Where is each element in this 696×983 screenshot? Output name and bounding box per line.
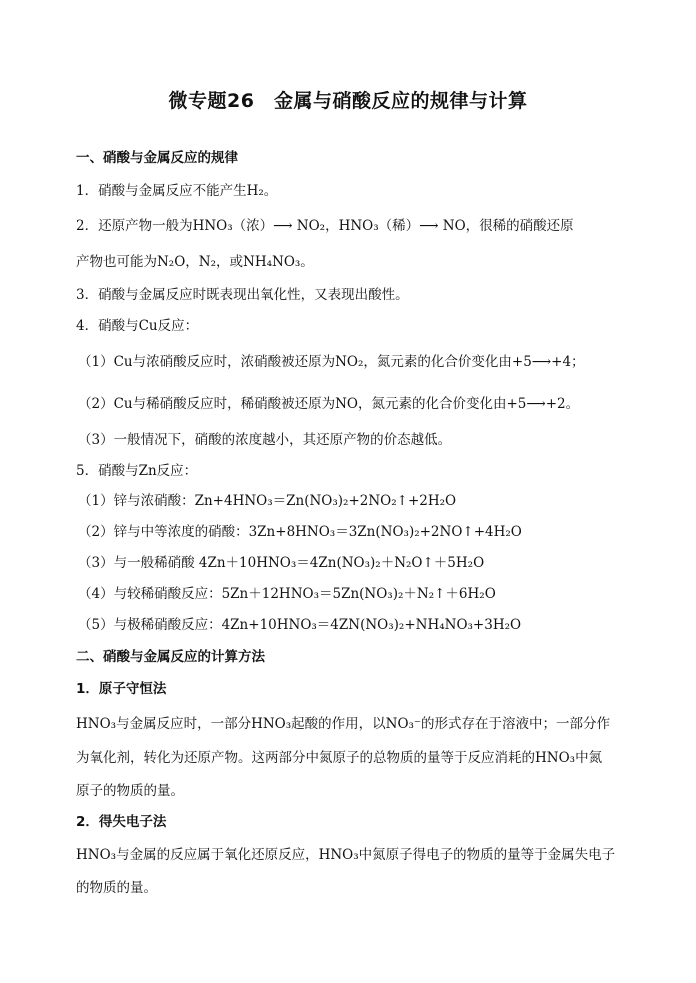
- rule-4-item-1: （1）Cu与浓硝酸反应时，浓硝酸被还原为NO₂，氮元素的化合价变化由+5⟶+4；: [78, 354, 585, 370]
- method-2-heading: 2．得失电子法: [76, 814, 167, 830]
- rule-4-item-3: （3）一般情况下，硝酸的浓度越小，其还原产物的价态越低。: [78, 432, 452, 448]
- rule-5-item-1: （1）锌与浓硝酸：Zn+4HNO₃＝Zn(NO₃)₂+2NO₂↑+2H₂O: [78, 493, 457, 509]
- method-1-line-c: 原子的物质的量。: [76, 783, 184, 799]
- rule-5-item-4: （4）与较稀硝酸反应：5Zn＋12HNO₃＝5Zn(NO₃)₂＋N₂↑＋6H₂O: [78, 586, 496, 602]
- rule-1: 1．硝酸与金属反应不能产生H₂。: [76, 183, 278, 199]
- section-1-heading: 一、硝酸与金属反应的规律: [76, 150, 238, 166]
- method-1-line-b: 为氧化剂，转化为还原产物。这两部分中氮原子的总物质的量等于反应消耗的HNO₃中氮: [76, 750, 603, 766]
- rule-5-item-5: （5）与极稀硝酸反应：4Zn+10HNO₃＝4ZN(NO₃)₂+NH₄NO₃+3H₂O: [78, 617, 522, 633]
- method-2-line-a: HNO₃与金属的反应属于氧化还原反应，HNO₃中氮原子得电子的物质的量等于金属失电子: [76, 847, 616, 863]
- method-2-line-b: 的物质的量。: [76, 880, 157, 896]
- rule-5: 5．硝酸与Zn反应：: [76, 463, 198, 479]
- method-1-line-a: HNO₃与金属反应时，一部分HNO₃起酸的作用，以NO₃⁻的形式存在于溶液中；一部分作: [76, 716, 611, 732]
- rule-2-line-b: 产物也可能为N₂O，N₂，或NH₄NO₃。: [76, 254, 314, 270]
- rule-5-item-2: （2）锌与中等浓度的硝酸：3Zn+8HNO₃＝3Zn(NO₃)₂+2NO↑+4H₂O: [78, 524, 522, 540]
- rule-5-item-3: （3）与一般稀硝酸 4Zn＋10HNO₃＝4Zn(NO₃)₂＋N₂O↑＋5H₂O: [78, 555, 485, 571]
- section-2-heading: 二、硝酸与金属反应的计算方法: [76, 649, 265, 665]
- page-title: 微专题26 金属与硝酸反应的规律与计算: [168, 90, 528, 112]
- rule-4: 4．硝酸与Cu反应：: [76, 318, 199, 334]
- method-1-heading: 1．原子守恒法: [76, 681, 167, 697]
- rule-4-item-2: （2）Cu与稀硝酸反应时，稀硝酸被还原为NO，氮元素的化合价变化由+5⟶+2。: [78, 396, 580, 412]
- rule-3: 3．硝酸与金属反应时既表现出氧化性，又表现出酸性。: [76, 287, 409, 303]
- rule-2-line-a: 2．还原产物一般为HNO₃（浓）⟶ NO₂，HNO₃（稀）⟶ NO，很稀的硝酸还原: [76, 218, 574, 234]
